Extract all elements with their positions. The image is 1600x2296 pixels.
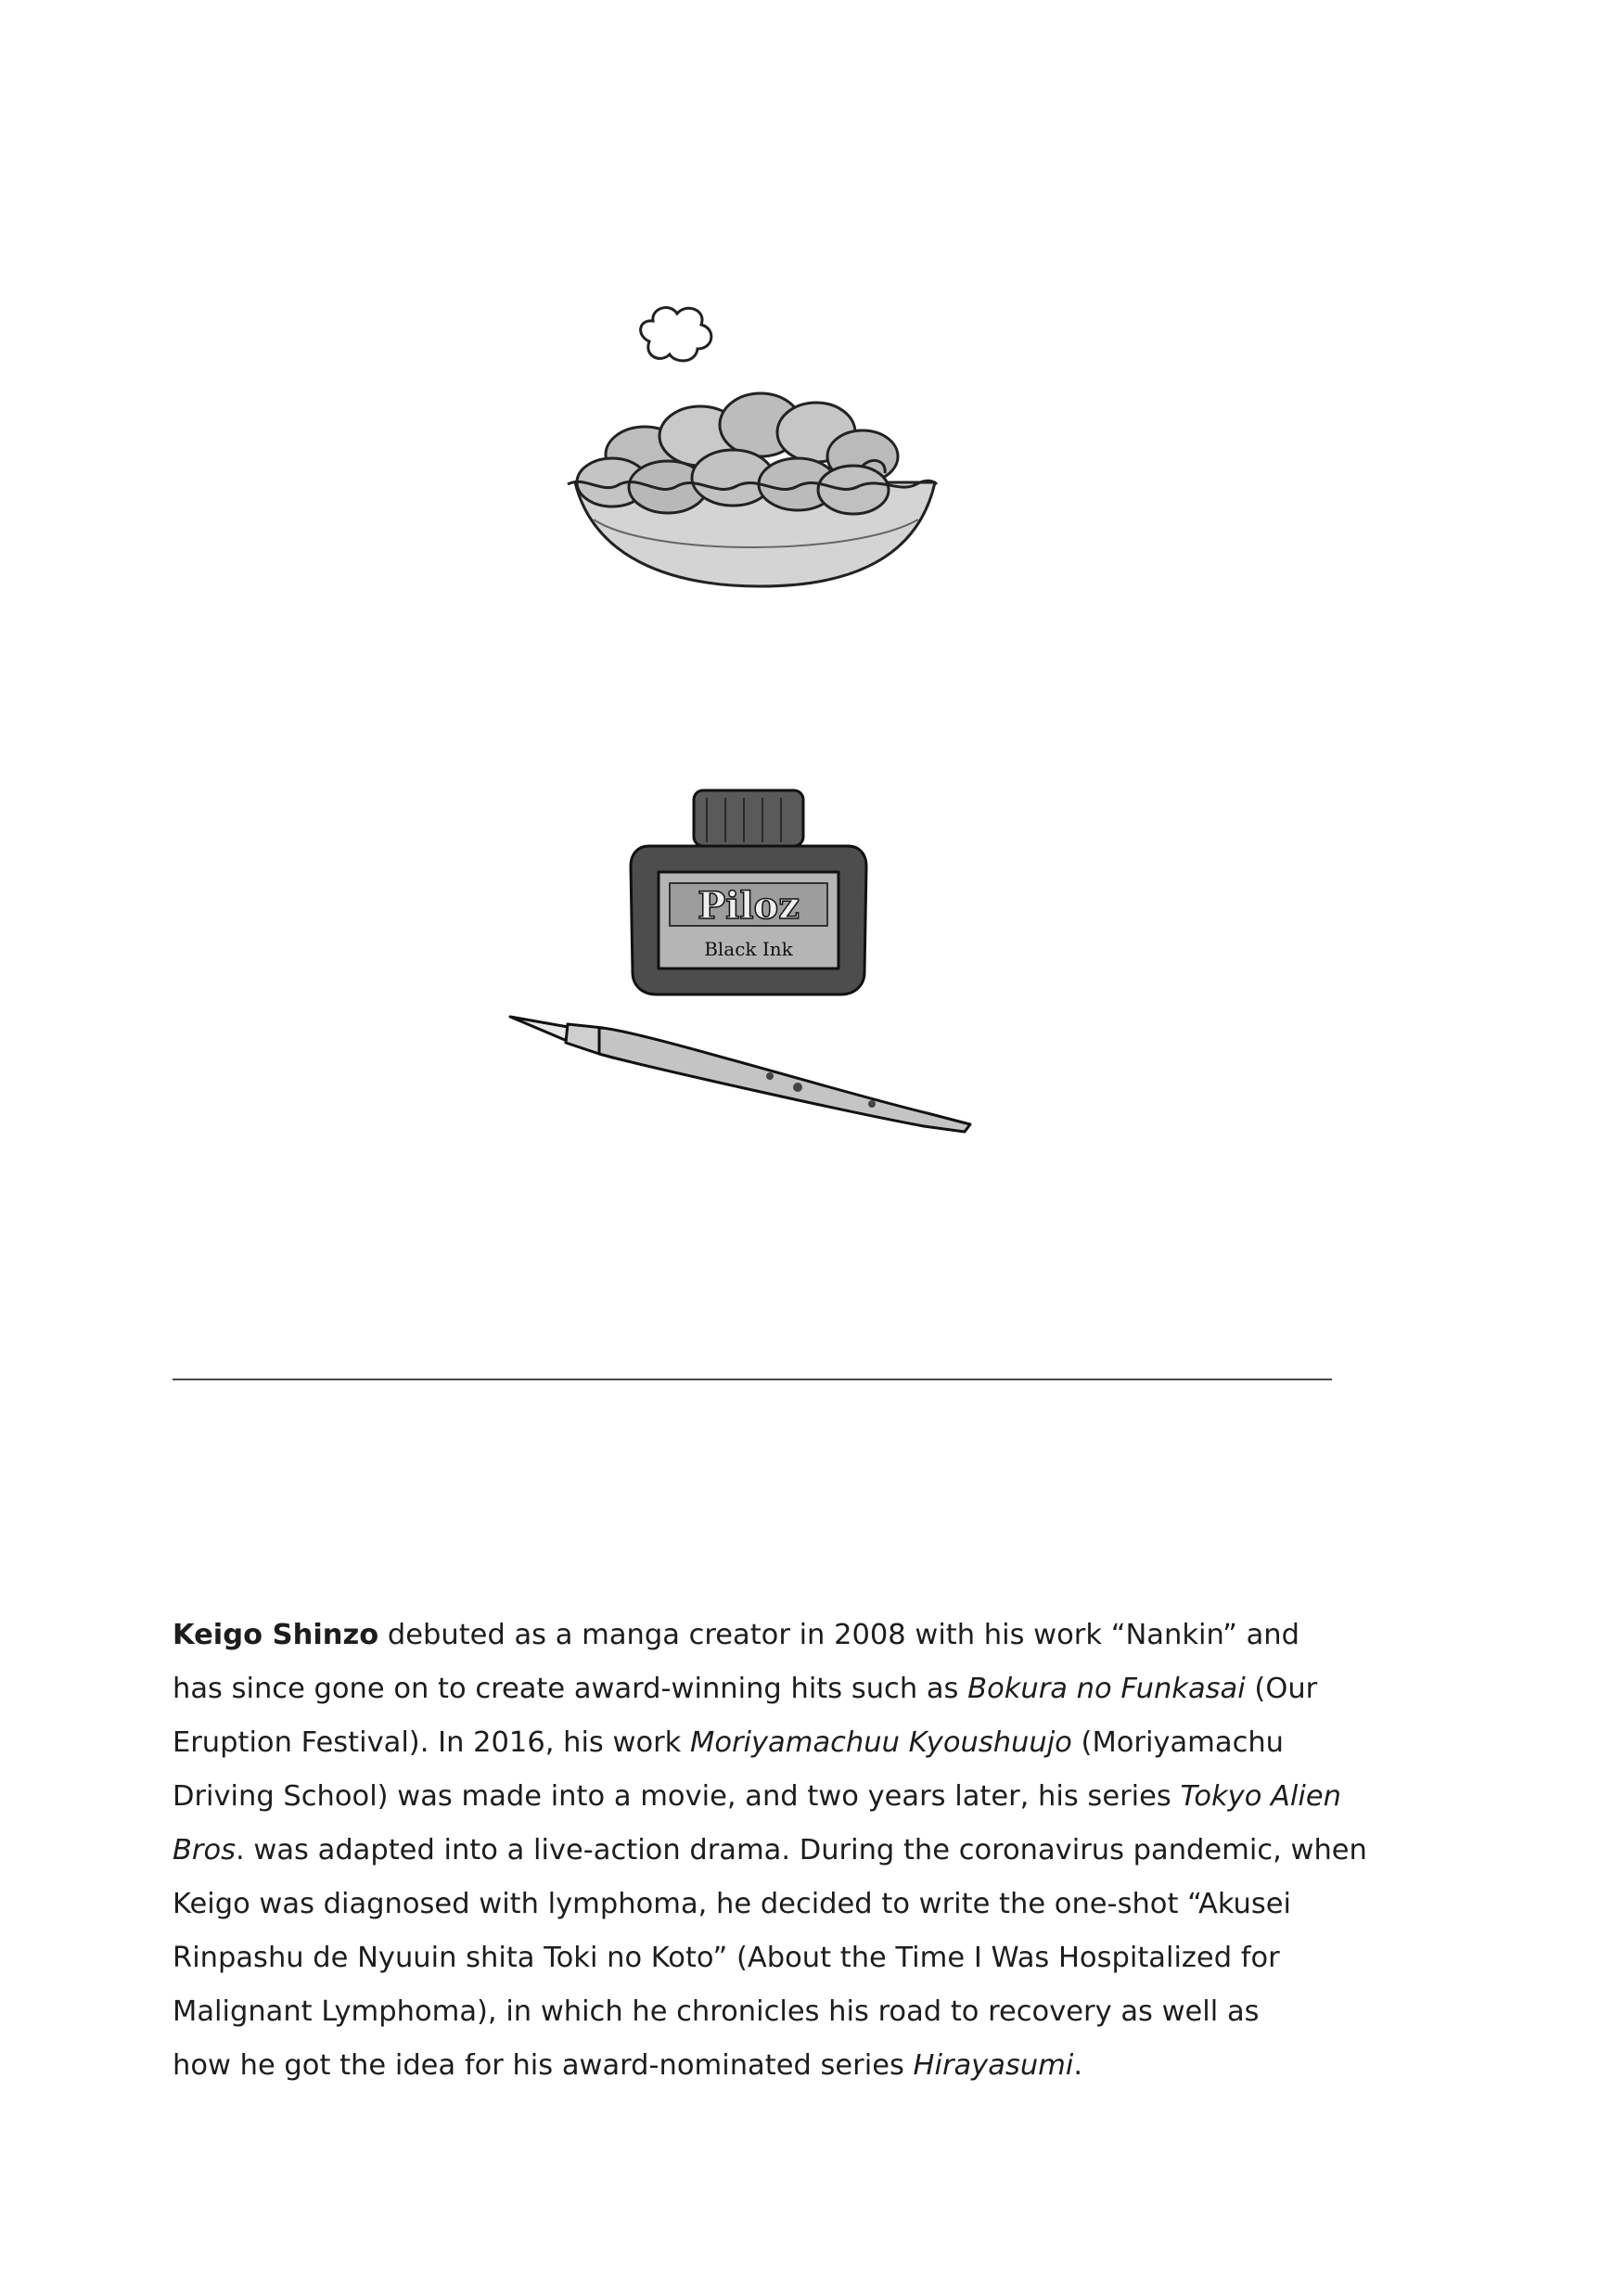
work-title: Tokyo Alien <box>1180 1780 1341 1813</box>
bio-line: Keigo Shinzo debuted as a manga creator in 2008 with his work “Nankin” and <box>173 1619 1300 1651</box>
bio-line: has since gone on to create award-winning hits such as Bokura no Funkasai (Our <box>173 1673 1318 1705</box>
bio-line: Driving School) was made into a movie, and two years later, his series Tokyo Alien <box>173 1780 1341 1813</box>
ink-label-sub: Black Ink <box>704 938 793 960</box>
bio-line: Eruption Festival). In 2016, his work Moriyamachuu Kyoushuujo (Moriyamachu <box>173 1726 1284 1759</box>
work-title: Hirayasumi <box>913 2049 1074 2082</box>
bio-line: Bros. was adapted into a live-action drama. During the coronavirus pandemic, when <box>173 1834 1367 1866</box>
dip-pen-drawing <box>510 1017 970 1132</box>
bowl-of-chestnuts-drawing <box>568 393 937 586</box>
author-name: Keigo Shinzo <box>173 1619 379 1651</box>
ink-label-brand: Piloz <box>698 884 800 928</box>
author-bio <box>173 1609 1367 2093</box>
bio-line: Rinpashu de Nyuuin shita Toki no Koto” (About the Time I Was Hospitalized for <box>173 1942 1280 1974</box>
bio-line: Keigo was diagnosed with lymphoma, he decided to write the one-shot “Akusei <box>173 1888 1292 1920</box>
work-title: Moriyamachuu Kyoushuujo <box>690 1726 1072 1759</box>
horizontal-divider <box>173 1379 1332 1380</box>
work-title: Bokura no Funkasai <box>967 1673 1246 1705</box>
bio-line: how he got the idea for his award-nominated series Hirayasumi. <box>173 2049 1083 2082</box>
work-title: Bros <box>173 1834 237 1866</box>
bio-line: Malignant Lymphoma), in which he chronicles his road to recovery as well as <box>173 1995 1260 2028</box>
steam-puff-drawing <box>641 308 711 361</box>
